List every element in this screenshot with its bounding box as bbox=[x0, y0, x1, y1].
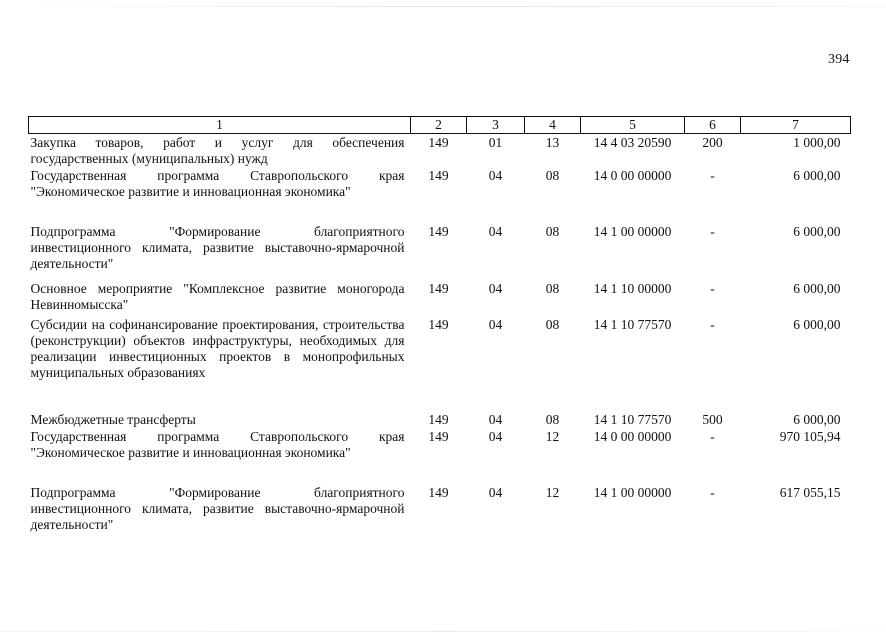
column-header-6: 6 bbox=[685, 117, 741, 134]
row-target-article: 14 1 00 00000 bbox=[593, 224, 672, 239]
row-expense-type: - bbox=[710, 224, 715, 239]
row-amount: 1 000,00 bbox=[793, 135, 841, 150]
page-number: 394 bbox=[828, 52, 850, 67]
row-target-article: 14 1 10 77570 bbox=[593, 412, 672, 427]
row-section-code: 04 bbox=[488, 317, 503, 332]
row-name: Закупка товаров, работ и услуг для обеспечения государственных (муниципальных) нужд bbox=[30, 135, 405, 166]
row-ministry-code: 149 bbox=[428, 281, 449, 296]
table-row bbox=[29, 484, 851, 536]
row-subsection-code: 08 bbox=[545, 168, 560, 183]
row-section-code: 04 bbox=[488, 485, 503, 500]
row-subsection-code: 08 bbox=[545, 317, 560, 332]
row-section-code: 04 bbox=[488, 412, 503, 427]
row-ministry-code: 149 bbox=[428, 412, 449, 427]
row-expense-type: - bbox=[710, 168, 715, 183]
row-name: Подпрограмма "Формирование благоприятного инвестиционного климата, развитие выставочно-ярмарочной деятельности" bbox=[30, 485, 405, 532]
row-subsection-code: 08 bbox=[545, 224, 560, 239]
row-name: Межбюджетные трансферты bbox=[30, 412, 196, 427]
row-section-code: 04 bbox=[488, 281, 503, 296]
column-header-3: 3 bbox=[467, 117, 525, 134]
row-subsection-code: 13 bbox=[545, 135, 560, 150]
row-section-code: 04 bbox=[488, 429, 503, 444]
row-ministry-code: 149 bbox=[428, 135, 449, 150]
table-row bbox=[29, 134, 851, 168]
row-ministry-code: 149 bbox=[428, 429, 449, 444]
row-section-code: 04 bbox=[488, 168, 503, 183]
row-ministry-code: 149 bbox=[428, 485, 449, 500]
column-header-5: 5 bbox=[581, 117, 685, 134]
row-expense-type: - bbox=[710, 429, 715, 444]
budget-table bbox=[28, 116, 851, 536]
table-header-row bbox=[29, 117, 851, 134]
row-target-article: 14 0 00 00000 bbox=[593, 168, 672, 183]
row-subsection-code: 12 bbox=[545, 485, 560, 500]
column-header-4: 4 bbox=[525, 117, 581, 134]
table-row bbox=[29, 167, 851, 223]
row-amount: 6 000,00 bbox=[793, 224, 841, 239]
row-target-article: 14 1 10 77570 bbox=[593, 317, 672, 332]
row-name: Государственная программа Ставропольского края "Экономическое развитие и инновационная экономика" bbox=[30, 168, 405, 199]
row-expense-type: - bbox=[710, 317, 715, 332]
row-amount: 970 105,94 bbox=[779, 429, 841, 444]
row-name: Субсидии на софинансирование проектирования, строительства (реконструкции) объектов инфраструктуры, необходимых для реализации инвестиционных проектов в монопрофильных муниципальных образованиях bbox=[30, 317, 405, 380]
table-row bbox=[29, 316, 851, 411]
row-amount: 6 000,00 bbox=[793, 412, 841, 427]
row-ministry-code: 149 bbox=[428, 224, 449, 239]
row-target-article: 14 1 00 00000 bbox=[593, 485, 672, 500]
row-name: Государственная программа Ставропольского края "Экономическое развитие и инновационная экономика" bbox=[30, 429, 405, 460]
row-subsection-code: 12 bbox=[545, 429, 560, 444]
row-ministry-code: 149 bbox=[428, 168, 449, 183]
row-amount: 617 055,15 bbox=[779, 485, 841, 500]
row-target-article: 14 1 10 00000 bbox=[593, 281, 672, 296]
row-name: Основное мероприятие "Комплексное развитие моногорода Невинномысска" bbox=[30, 281, 405, 312]
row-target-article: 14 0 00 00000 bbox=[593, 429, 672, 444]
column-header-2: 2 bbox=[411, 117, 467, 134]
table-row bbox=[29, 223, 851, 280]
row-target-article: 14 4 03 20590 bbox=[593, 135, 672, 150]
row-amount: 6 000,00 bbox=[793, 317, 841, 332]
row-amount: 6 000,00 bbox=[793, 168, 841, 183]
column-header-7: 7 bbox=[741, 117, 851, 134]
row-section-code: 04 bbox=[488, 224, 503, 239]
row-amount: 6 000,00 bbox=[793, 281, 841, 296]
row-subsection-code: 08 bbox=[545, 412, 560, 427]
table-row bbox=[29, 280, 851, 316]
row-subsection-code: 08 bbox=[545, 281, 560, 296]
row-expense-type: 500 bbox=[702, 412, 723, 427]
row-section-code: 01 bbox=[488, 135, 503, 150]
row-expense-type: - bbox=[710, 485, 715, 500]
scan-edge-bottom bbox=[0, 631, 886, 632]
row-expense-type: 200 bbox=[702, 135, 723, 150]
column-header-1: 1 bbox=[29, 117, 411, 134]
table-row bbox=[29, 428, 851, 484]
row-name: Подпрограмма "Формирование благоприятного инвестиционного климата, развитие выставочно-ярмарочной деятельности" bbox=[30, 224, 405, 271]
scan-edge-top bbox=[0, 6, 886, 7]
table-row bbox=[29, 411, 851, 428]
row-expense-type: - bbox=[710, 281, 715, 296]
row-ministry-code: 149 bbox=[428, 317, 449, 332]
